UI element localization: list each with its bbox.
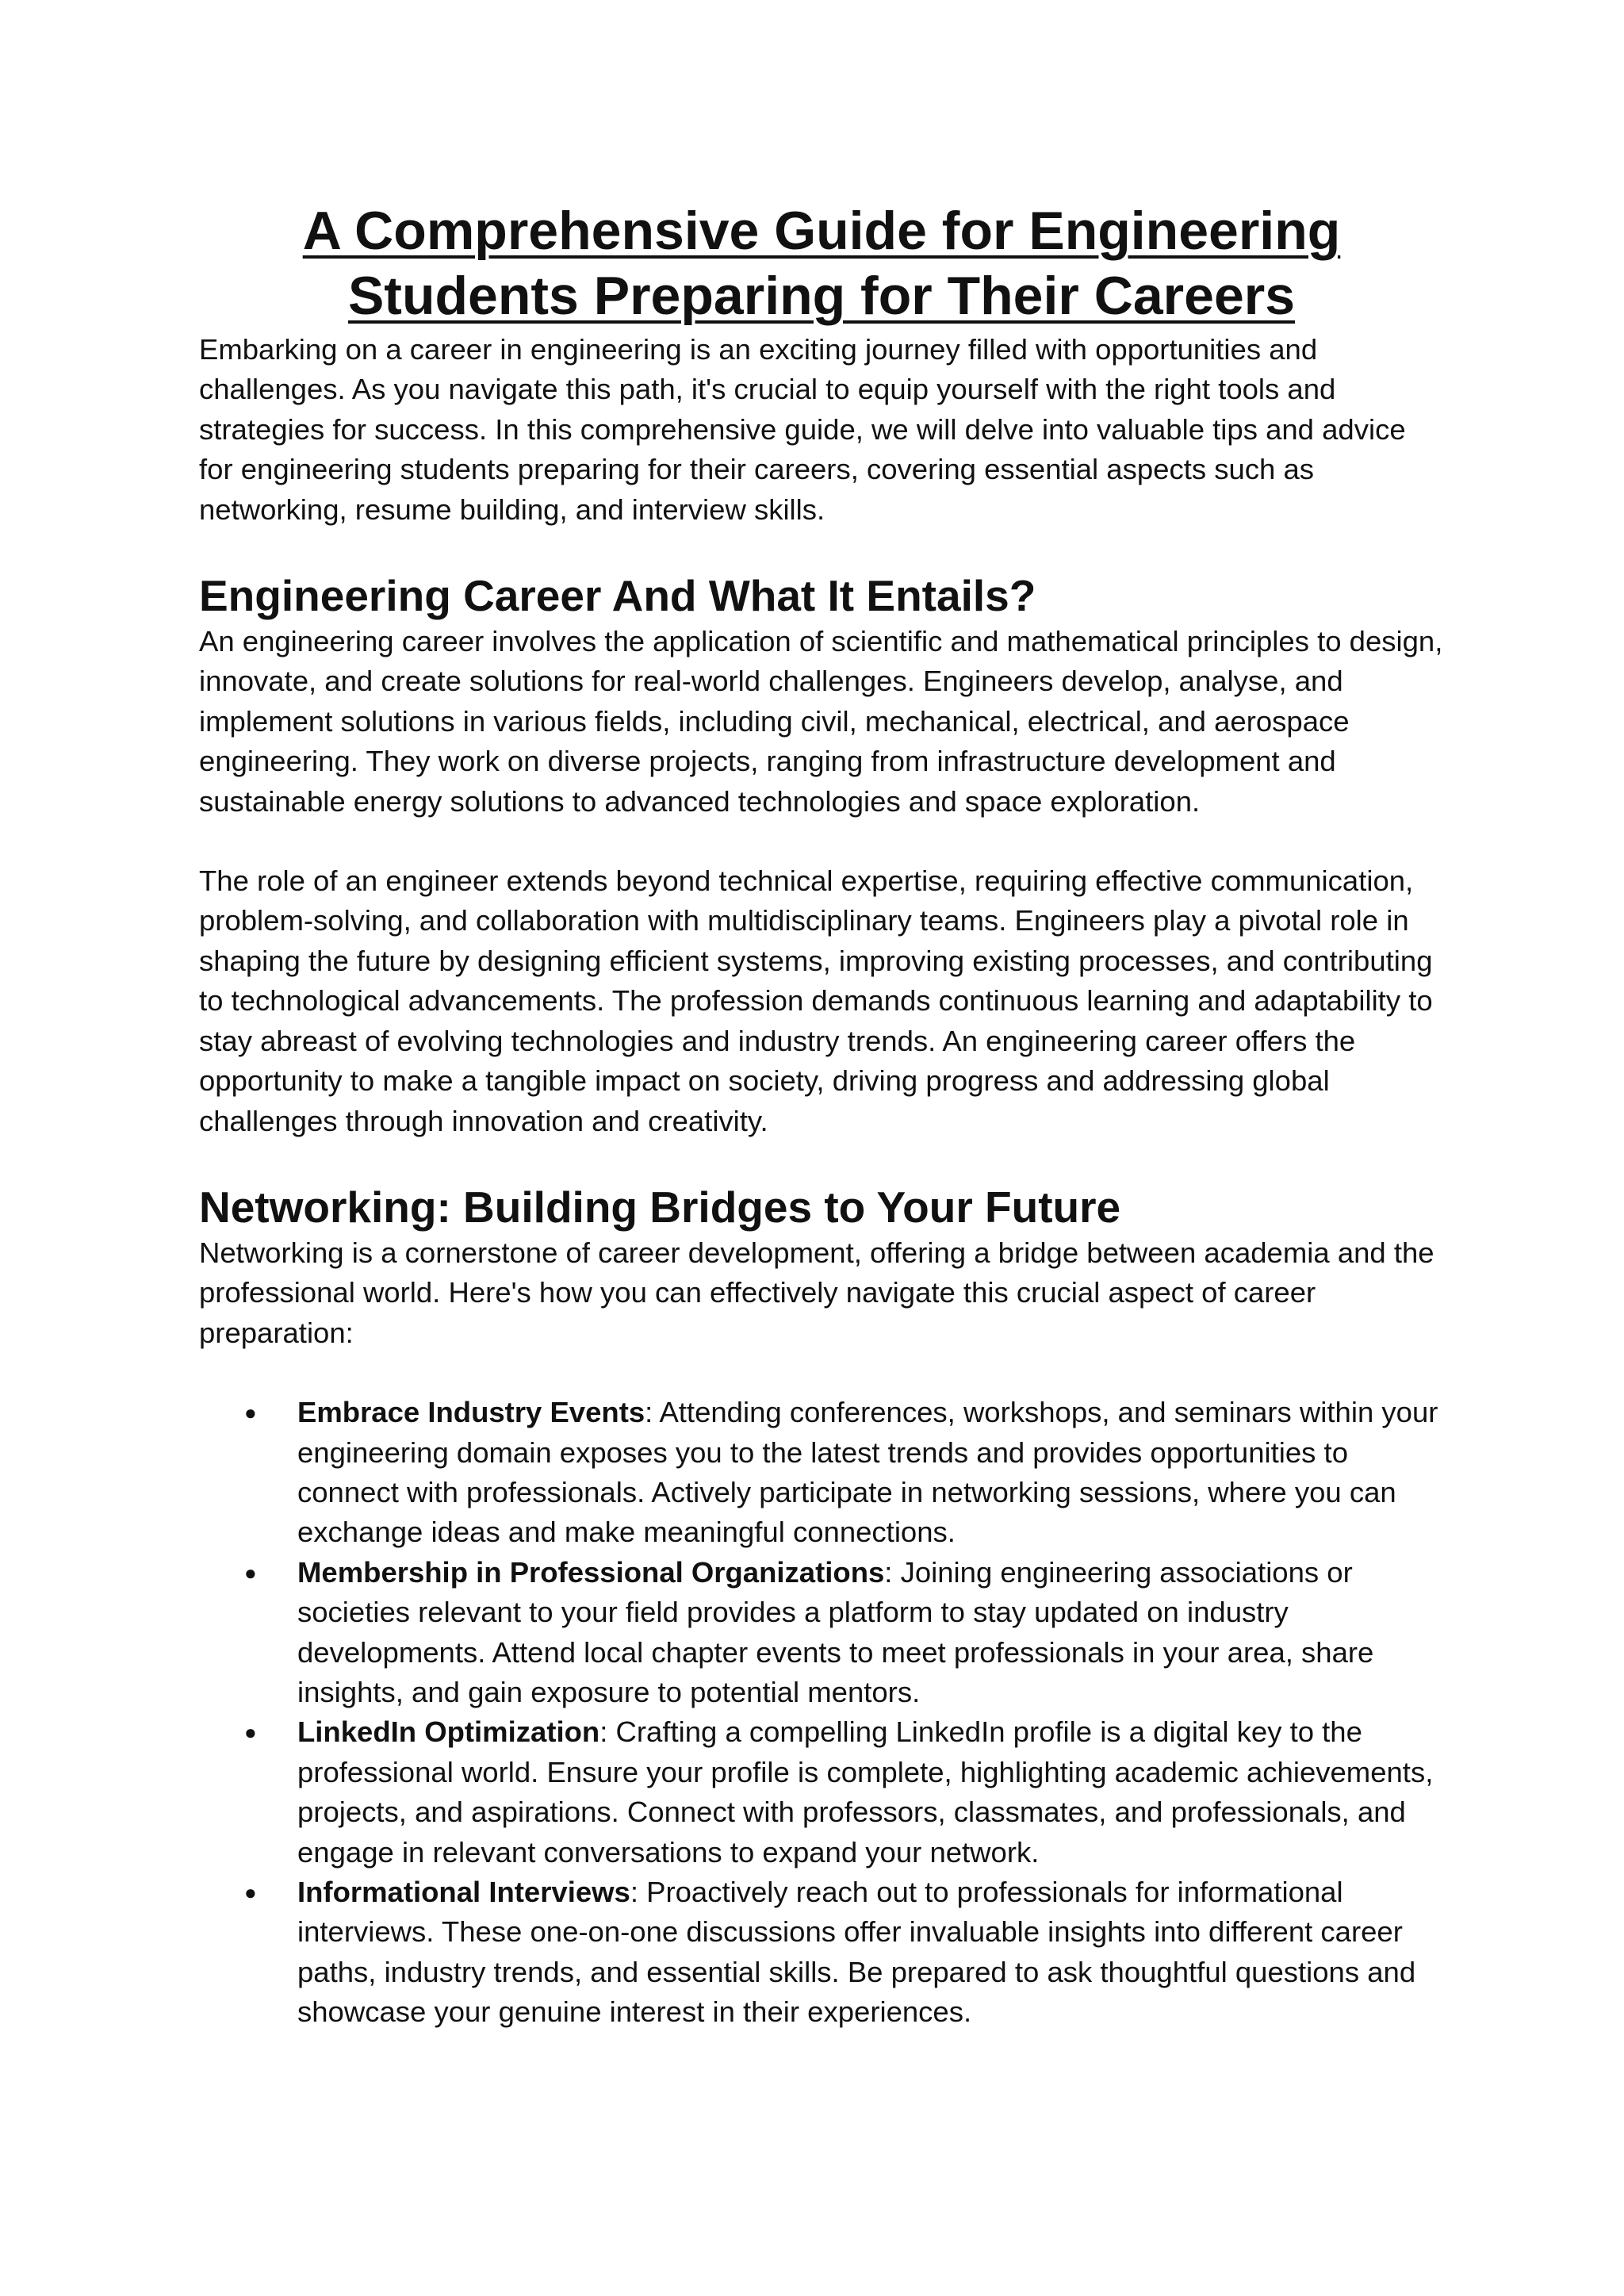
document-title: A Comprehensive Guide for Engineering Students Preparing for Their Careers <box>302 201 1341 326</box>
list-item <box>199 1872 1444 2033</box>
bullet-icon: ● <box>244 1880 257 1904</box>
section-heading-engineering-career: Engineering Career And What It Entails? <box>199 571 1036 621</box>
list-item-term: Embrace Industry Events <box>297 1396 645 1429</box>
paragraph-spacer <box>199 822 1444 861</box>
bullet-icon: ● <box>244 1720 257 1745</box>
list-item <box>199 1712 1444 1872</box>
bullet-icon: ● <box>244 1560 257 1585</box>
section-paragraph: An engineering career involves the application of scientific and mathematical principles to design, innovate, and create solutions for real-world challenges. Engineers develop, analyse, and implement solutions in various fields, including civil, mechanical, electrical, and aerospace engineering. They work on diverse projects, ranging from infrastructure development and sustainable energy solutions to advanced technologies and space exploration. <box>199 625 1443 818</box>
networking-bullet-list <box>199 1393 1444 2033</box>
section-paragraph: Networking is a cornerstone of career development, offering a bridge between academia and the professional world. Here's how you can effectively navigate this crucial aspect of career preparation: <box>199 1236 1434 1349</box>
list-item <box>199 1393 1444 1553</box>
list-item <box>199 1553 1444 1713</box>
section-paragraph: The role of an engineer extends beyond technical expertise, requiring effective communication, problem-solving, and collaboration with multidisciplinary teams. Engineers play a pivotal role in shaping the future by designing efficient systems, improving existing processes, and contributing to technological advancements. The profession demands continuous learning and adaptability to stay abreast of evolving technologies and industry trends. An engineering career offers the opportunity to make a tangible impact on society, driving progress and addressing global challenges through innovation and creativity. <box>199 864 1433 1137</box>
list-item-term: Membership in Professional Organizations <box>297 1555 885 1589</box>
list-item-text: : Attending conferences, workshops, and seminars within your engineering domain exposes you to the latest trends and provides opportunities to connect with professionals. Actively participate in networking sessions, where you can exchange ideas and make meaningful connections. <box>297 1396 1438 1549</box>
list-item-text: : Joining engineering associations or societies relevant to your field provides a platform to stay updated on industry developments. Attend local chapter events to meet professionals in your area, share insights, and gain exposure to potential mentors. <box>297 1555 1374 1708</box>
document-page <box>199 198 1444 2033</box>
list-item-text: : Crafting a compelling LinkedIn profile is a digital key to the professional world. Ensure your profile is complete, highlighting academic achievements, projects, and aspirations. Connect with professors, classmates, and professionals, and engage in relevant conversations to expand your network. <box>297 1715 1434 1869</box>
intro-paragraph: Embarking on a career in engineering is an exciting journey filled with opportunities and challenges. As you navigate this path, it's crucial to equip yourself with the right tools and strategies for success. In this comprehensive guide, we will delve into valuable tips and advice for engineering students preparing for their careers, covering essential aspects such as networking, resume building, and interview skills. <box>199 333 1406 526</box>
list-item-term: LinkedIn Optimization <box>297 1715 600 1749</box>
list-item-text: : Proactively reach out to professionals for informational interviews. These one-on-one discussions offer invaluable insights into different career paths, industry trends, and essential skills. Be prepared to ask thoughtful questions and showcase your genuine interest in their experiences. <box>297 1876 1416 2029</box>
section-heading-networking: Networking: Building Bridges to Your Future <box>199 1182 1121 1232</box>
list-item-term: Informational Interviews <box>297 1876 630 1908</box>
bullet-icon: ● <box>244 1401 257 1425</box>
